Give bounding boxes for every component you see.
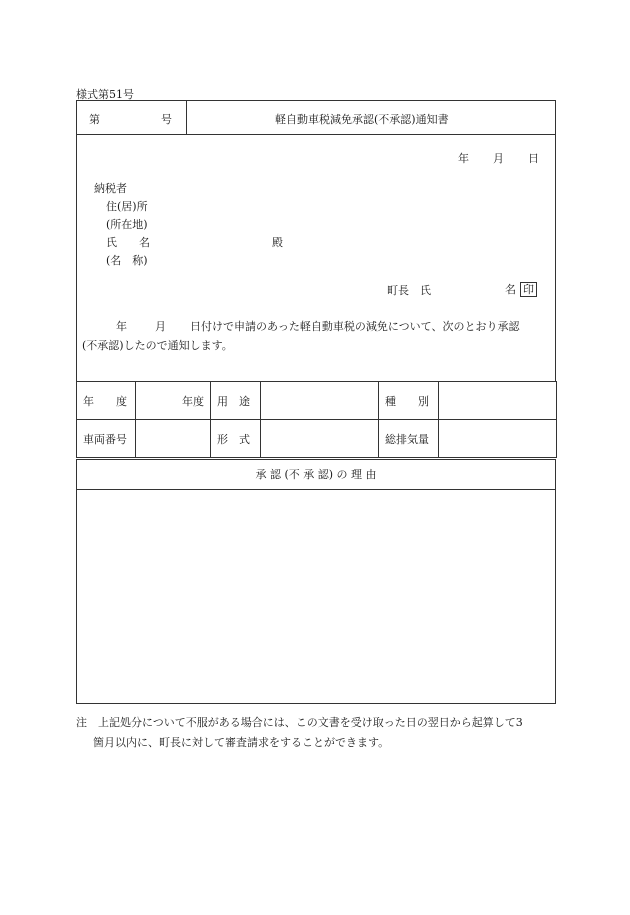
issuer-name-label: [505, 281, 537, 297]
header-row: [76, 100, 556, 135]
form-number: 様式第51号: [76, 88, 134, 101]
date-month: 月: [493, 152, 504, 165]
paragraph-line-2: (不承認)したので通知します。: [82, 339, 233, 352]
displacement-value: [439, 420, 557, 458]
header-divider: [186, 101, 187, 134]
issuer-name-text: 名: [505, 283, 516, 296]
address-label: 住(居)所: [106, 200, 148, 213]
para-month: 月: [155, 320, 166, 333]
date-year: 年: [458, 152, 469, 165]
location-label: (所在地): [106, 218, 148, 231]
model-value: [261, 420, 379, 458]
taxpayer-label: 納税者: [94, 182, 127, 195]
appeal-note: [76, 713, 566, 753]
table-row: [77, 382, 557, 420]
year-label: 年 度: [77, 382, 136, 420]
plate-value: [136, 420, 211, 458]
displacement-label: 総排気量: [379, 420, 439, 458]
para-year: 年: [116, 320, 127, 333]
type-label: 種 別: [379, 382, 439, 420]
paragraph-line-1: [82, 317, 552, 336]
model-label: 形 式: [211, 420, 261, 458]
use-label: 用 途: [211, 382, 261, 420]
note-line-2: 箇月以内に、町長に対して審査請求をすることができます。: [93, 736, 390, 749]
reason-field: [76, 489, 556, 704]
date-day: 日: [528, 152, 539, 165]
plate-label: 車両番号: [77, 420, 136, 458]
issuer-title: 町長 氏: [387, 284, 431, 297]
notice-paragraph: [82, 317, 552, 355]
note-line-1: 注 上記処分について不服がある場合には、この文書を受け取った日の翌日から起算して3: [76, 716, 523, 729]
para-rest: 日付けで申請のあった軽自動車税の減免について、次のとおり承認: [190, 320, 520, 333]
org-name-label: (名 称): [106, 254, 148, 267]
table-row: [77, 420, 557, 458]
honorific: 殿: [272, 236, 283, 249]
number-suffix: 号: [161, 113, 172, 126]
type-value: [439, 382, 557, 420]
number-prefix: 第: [89, 113, 100, 126]
name-label: 氏 名: [106, 236, 150, 249]
use-value: [261, 382, 379, 420]
year-value: 年度: [136, 382, 211, 420]
vehicle-details-table: [76, 381, 557, 458]
reason-header: 承 認 (不 承 認) の 理 由: [76, 459, 556, 490]
document-title: 軽自動車税減免承認(不承認)通知書: [275, 113, 449, 126]
seal-mark: 印: [520, 282, 537, 297]
